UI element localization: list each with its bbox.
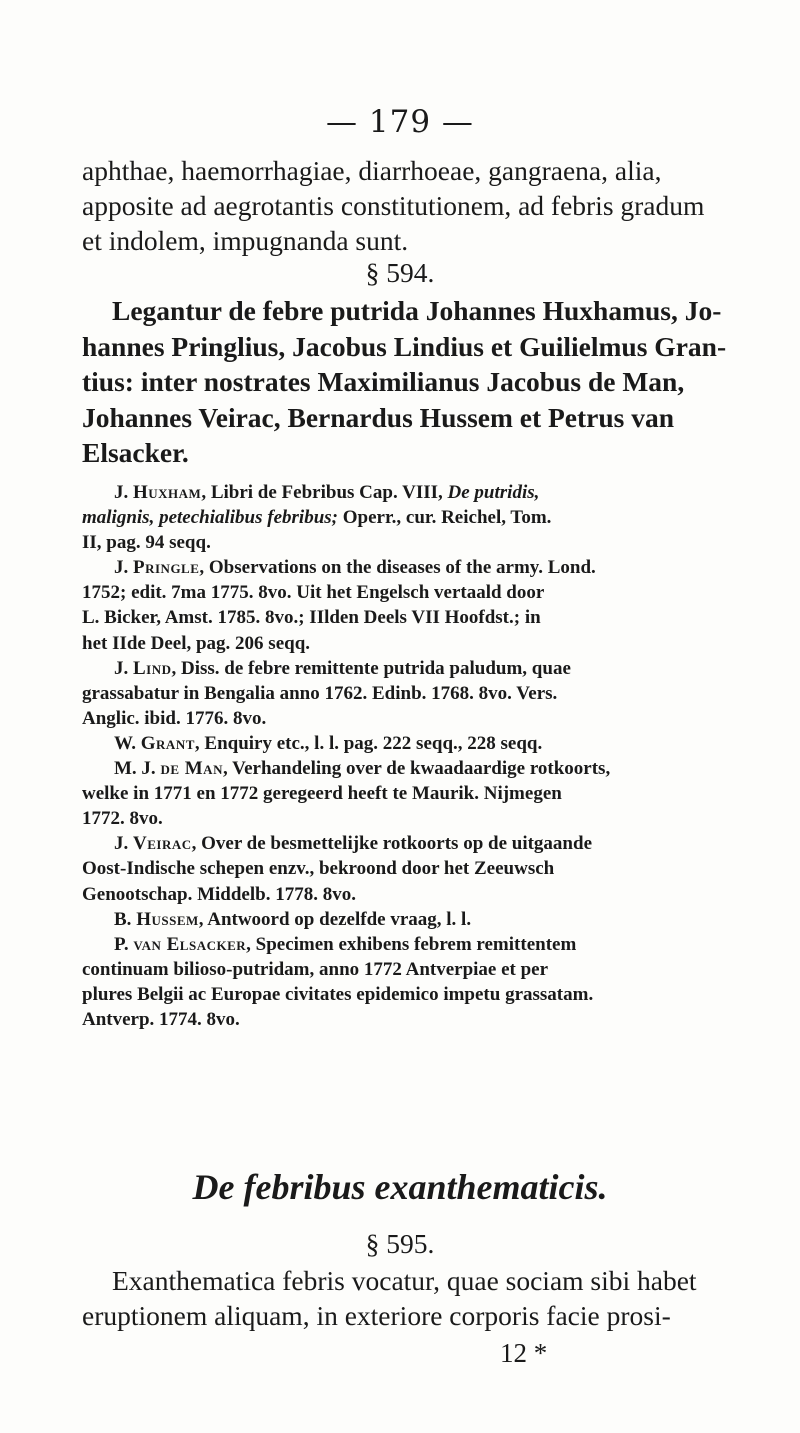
reference-van-elsacker (82, 932, 732, 1032)
signature-mark: 12 * (500, 1338, 548, 1368)
author-name: Lind (133, 657, 172, 679)
text-line: grassabatur in Bengalia anno 1762. Edinb. 1768. 8vo. Vers. (82, 682, 558, 704)
author-name: de Man (160, 758, 223, 780)
text-line (82, 505, 732, 530)
ref-text: , Diss. de febre remittente putrida paludum, quae (171, 657, 571, 679)
author-initial: P. (114, 933, 129, 955)
reference-hussem (82, 907, 732, 932)
reference-veirac (82, 831, 732, 906)
text-line: 1752; edit. 7ma 1775. 8vo. Uit het Engelsch vertaald door (82, 582, 545, 604)
text-line: Antverp. 1774. 8vo. (82, 1008, 240, 1030)
author-initial: J. (114, 557, 129, 579)
ref-text: , Enquiry etc., l. l. pag. 222 seqq., 228 seqq. (194, 732, 543, 754)
text-line (82, 731, 732, 756)
text-line: Oost-Indische schepen enzv., bekroond door het Zeeuwsch (82, 858, 555, 880)
reference-pringle (82, 555, 732, 655)
ref-italic-title: De putridis, (447, 482, 540, 503)
text-line: plures Belgii ac Europae civitates epidemico impetu grassatam. (82, 983, 594, 1005)
text-line: apposite ad aegrotantis constitutionem, ad febris gradum (82, 190, 705, 221)
text-line: Genootschap. Middelb. 1778. 8vo. (82, 883, 356, 905)
text-line (82, 831, 732, 856)
text-line: Legantur de febre putrida Johannes Huxhamus, Jo- (112, 295, 722, 326)
text-line: 1772. 8vo. (82, 808, 163, 830)
reference-lind (82, 656, 732, 731)
text-line (82, 656, 732, 681)
author-name: Grant (140, 732, 195, 754)
author-initial: M. J. (114, 758, 156, 780)
author-name: Pringle (133, 557, 200, 579)
reference-grant (82, 731, 732, 756)
text-line: Elsacker. (82, 437, 189, 468)
section-594-heading: § 594. (365, 257, 435, 288)
author-initial: J. (114, 833, 129, 855)
text-line (82, 756, 732, 781)
ref-text: , Observations on the diseases of the army. Lond. (199, 557, 596, 579)
text-line (82, 907, 732, 932)
ref-italic-title: malignis, petechialibus febribus; (82, 507, 338, 529)
text-line: welke in 1771 en 1772 geregeerd heeft te Maurik. Nijmegen (82, 783, 562, 805)
author-name: Veirac (133, 833, 192, 855)
text-line: eruptionem aliquam, in exteriore corporis facie prosi- (82, 1300, 671, 1331)
text-line: L. Bicker, Amst. 1785. 8vo.; IIlden Deels VII Hoofdst.; in (82, 607, 541, 629)
text-line: Exanthematica febris vocatur, quae sociam sibi habet (112, 1265, 697, 1296)
text-line: hannes Pringlius, Jacobus Lindius et Guilielmus Gran- (82, 330, 727, 362)
text-line: tius: inter nostrates Maximilianus Jacobus de Man, (82, 366, 685, 397)
text-line: II, pag. 94 seqq. (82, 532, 211, 554)
author-name: van Elsacker (133, 933, 247, 955)
text-line: het IIde Deel, pag. 206 seqq. (82, 632, 311, 654)
ref-text: , Over de besmettelijke rotkoorts op de uitgaande (191, 833, 592, 855)
author-initial: B. (114, 908, 132, 930)
chapter-heading: De febribus exanthematicis. (192, 1167, 608, 1207)
reference-de-man (82, 756, 732, 831)
text-line (82, 480, 732, 505)
final-paragraph (82, 1263, 722, 1333)
intro-paragraph (82, 153, 722, 258)
ref-text: , Specimen exhibens febrem remittentem (246, 933, 577, 955)
author-initial: W. (114, 732, 137, 754)
reference-list (82, 480, 732, 1032)
ref-text: , Libri de Febribus Cap. VIII, (201, 482, 448, 503)
authors-paragraph (82, 293, 727, 471)
text-line (82, 932, 732, 957)
section-595-heading: § 595. (365, 1228, 435, 1259)
text-line: continuam bilioso-putridam, anno 1772 Antverpiae et per (82, 958, 549, 980)
text-line: aphthae, haemorrhagiae, diarrhoeae, gangraena, alia, (82, 155, 662, 186)
author-initial: J. (114, 657, 129, 679)
ref-text: , Antwoord op dezelfde vraag, l. l. (198, 908, 472, 930)
text-line: Anglic. ibid. 1776. 8vo. (82, 707, 267, 729)
reference-huxham (82, 480, 732, 555)
author-name: Huxham (133, 482, 202, 503)
page-number: — 179 — (326, 104, 474, 140)
author-initial: J. (114, 482, 129, 503)
text-line: Johannes Veirac, Bernardus Hussem et Petrus van (82, 401, 675, 433)
text-line: et indolem, impugnanda sunt. (82, 225, 409, 256)
ref-text: , Verhandeling over de kwaadaardige rotkoorts, (222, 758, 611, 780)
author-name: Hussem (136, 908, 199, 930)
ref-text: Operr., cur. Reichel, Tom. (338, 507, 552, 529)
text-line (82, 555, 732, 580)
